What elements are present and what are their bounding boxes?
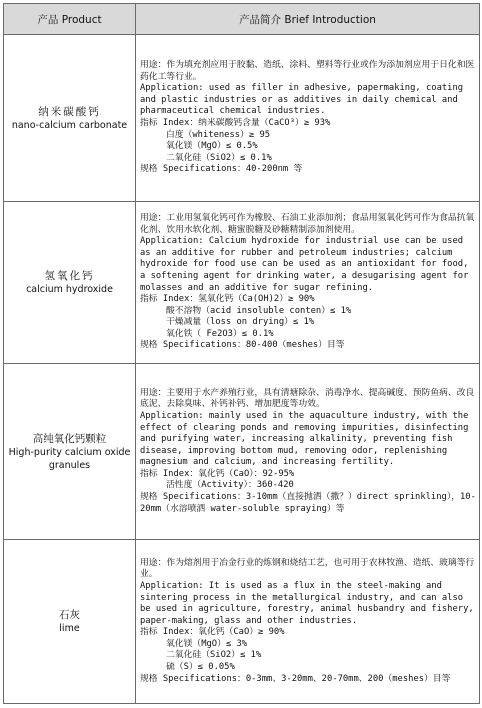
index-head: 指标 Index：纳米碳酸钙含量（CaCO³）≥ 93% [140, 118, 331, 128]
table-header-row [4, 4, 480, 35]
index-head: 指标 Index：氧化钙（CaO）：92-95% [140, 468, 295, 479]
index-item: 氧化铁（ Fe2O3）≤ 0.1% [166, 328, 274, 339]
product-name-en: High-purity calcium oxide granules [8, 446, 131, 471]
index-item: 氧化镁（MgO）≤ 0.5% [166, 141, 258, 152]
product-intro-cell [136, 202, 480, 364]
product-name-cn: 氢氧化钙 [44, 270, 95, 282]
header-product: 产品 Product [4, 4, 136, 35]
specifications: 规格 Specifications：80-400（meshes）目等 [140, 340, 345, 351]
table-row [4, 202, 480, 364]
application-en: Application: used as filler in adhesive, papermaking, coating and plastic industries or as additives in daily chemical and pharmaceutical chemical industries. [140, 83, 469, 117]
product-name-cn: 石灰 [59, 609, 80, 621]
product-name-cell [4, 364, 136, 540]
product-table [3, 3, 480, 704]
usage-cn: 用途：工业用氢氧化钙可作为橡胶、石油工业添加剂；食品用氢氧化钙可作为食品抗氧化剂、饮用水软化剂、糖蜜脱糖及砂糖精制添加剂使用。 [140, 212, 475, 235]
index-item: 酸不溶物（acid insoluble conten）≤ 1% [166, 305, 352, 316]
product-intro-cell [136, 35, 480, 202]
usage-cn: 用途：主要用于水产养殖行业，具有清塘除杂、消毒净水、提高碱度、预防鱼病、改良底泥、去除臭味、补钙补钙、增加肥度等功效。 [140, 387, 475, 410]
product-name-en: lime [59, 623, 80, 634]
product-name-cn: 高纯氧化钙颗粒 [32, 432, 107, 445]
product-name-en: nano-calcium carbonate [11, 119, 128, 131]
index-head: 指标 Index：氧化钙（CaO）≥ 90% [140, 627, 285, 638]
product-name-cell [4, 202, 136, 364]
index-item: 氧化镁（MgO）≤ 3% [166, 638, 248, 649]
usage-cn: 用途：作为填充剂应用于胶黏、造纸、涂料、塑料等行业或作为添加剂应用于日化和医药化工等行业。 [140, 60, 475, 82]
index-item: 二氧化硅（SiO2）≤ 0.1% [166, 152, 272, 163]
index-item: 二氧化硅（SiO2）≤ 1% [166, 650, 262, 661]
index-item: 活性度（Activity）：360-420 [166, 480, 294, 491]
index-head: 指标 Index：氢氧化钙（Ca(OH)2）≥ 90% [140, 294, 315, 305]
product-intro-cell [136, 540, 480, 704]
usage-cn: 用途：作为熔剂用于冶金行业的炼钢和烧结工艺，也可用于农林牧渔、造纸、玻璃等行业。 [140, 557, 475, 580]
product-name-cn: 纳米碳酸钙 [38, 105, 101, 118]
specifications: 规格 Specifications：40-200nm 等 [140, 164, 303, 175]
table-row [4, 35, 480, 202]
product-name-cell [4, 35, 136, 202]
index-item: 干燥减量（loss on drying）≤ 1% [166, 317, 315, 328]
table-row [4, 364, 480, 540]
product-intro-cell [136, 364, 480, 540]
product-name-cell [4, 540, 136, 704]
product-table-wrapper [3, 3, 479, 704]
index-item: 白度（whiteness）≥ 95 [166, 129, 271, 140]
specifications: 规格 Specifications：3-10mm（直接抛洒（撒？）direct sprinkling），10-20mm（水溶喷洒 water-soluble spraying）等 [140, 492, 476, 514]
application-en: Application: It is used as a flux in the steel-making and sintering process in the metallurgical industry, and can also be used in agriculture, forestry, animal husbandry and fishery, paper-making, glass and other industries. [140, 580, 479, 626]
application-en: Application: Calcium hydroxide for industrial use can be used as an additive for rubber and petroleum industries; calcium hydroxide for food use can be used as an antioxidant for food, a softening agent for drinking water, a desugarising agent for molasses and an additive for sugar refining. [140, 236, 474, 293]
product-name-en: calcium hydroxide [26, 284, 113, 295]
specifications: 规格 Specifications：0-3mm、3-20mm、20-70mm、200（meshes）目等 [140, 673, 451, 684]
header-introduction: 产品简介 Brief Introduction [136, 4, 480, 35]
application-en: Application: mainly used in the aquaculture industry, with the effect of clearing ponds and removing impurities, disinfecting and purifying water, increasing alkalinity, preventing fish disease, improving bottom mud, removing odor, replenishing magnesium and calcium, and increasing fertility. [140, 410, 474, 468]
table-row [4, 540, 480, 704]
index-item: 硫（S）≤ 0.05% [166, 662, 235, 673]
